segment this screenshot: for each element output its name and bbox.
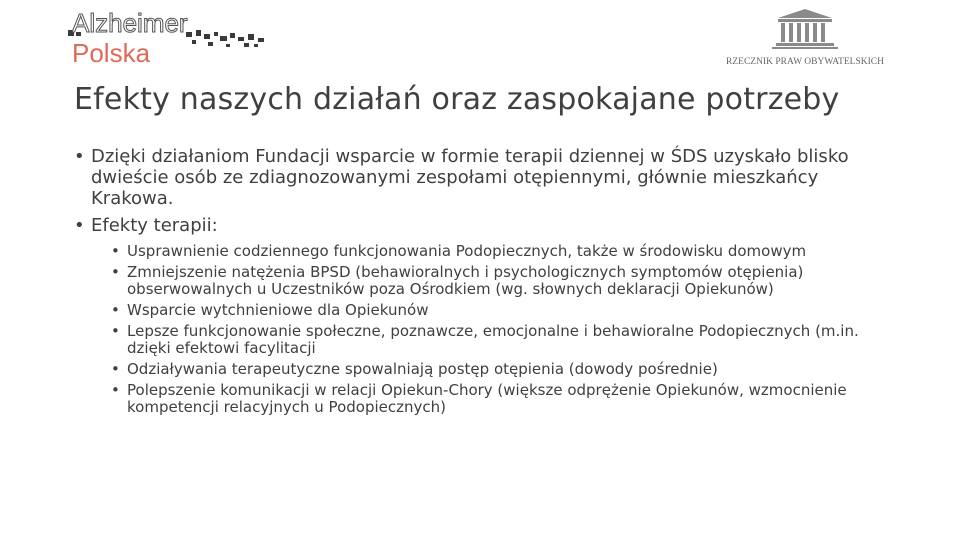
sub-bullet-item: [111, 302, 904, 319]
sub-bullet-text: Polepszenie komunikacji w relacji Opiekun-Chory (większe odprężenie Opiekunów, wzmocnienie kompetencji relacyjnych u Podopiecznych): [127, 381, 847, 416]
bullet-text: Efekty terapii:: [91, 215, 218, 236]
sub-bullet-text: Lepsze funkcjonowanie społeczne, poznawcze, emocjonalne i behawioralne Podopiecznych (m.in. dzięki efektowi facylitacji: [127, 322, 859, 357]
sub-bullet-item: [111, 323, 904, 357]
logo-polska-text: Polska: [72, 38, 151, 66]
sub-bullet-text: Usprawnienie codziennego funkcjonowania Podopiecznych, także w środowisku domowym: [127, 242, 807, 260]
sub-bullet-item: [111, 243, 904, 260]
sub-bullet-text: Zmniejszenie natężenia BPSD (behawioralnych i psychologicznych symptomów otępienia) obserwowalnych u Uczestników poza Ośrodkiem (wg. słownych deklaracji Opiekunów): [127, 263, 804, 298]
sub-bullet-list: [111, 243, 904, 416]
bullet-item: [74, 146, 904, 209]
main-bullet-list: [74, 146, 904, 416]
slide-content: [74, 146, 904, 422]
sub-bullet-item: [111, 264, 904, 298]
logo-caption: RZECZNIK PRAW OBYWATELSKICH: [726, 57, 884, 67]
rzecznik-praw-obywatelskich-logo: [720, 6, 890, 68]
bullet-item: [74, 215, 904, 416]
logo-alzheimer-text: Alzheimer: [72, 8, 188, 38]
sub-bullet-text: Odziaływania terapeutyczne spowalniają postęp otępienia (dowody pośrednie): [127, 360, 718, 378]
bullet-text: Dzięki działaniom Fundacji wsparcie w formie terapii dziennej w ŚDS uzyskało blisko dwieście osób ze zdiagnozowanymi zespołami otępiennymi, głównie mieszkańcy Krakowa.: [91, 146, 849, 209]
sub-bullet-item: [111, 382, 904, 416]
sub-bullet-item: [111, 361, 904, 378]
sub-bullet-text: Wsparcie wytchnieniowe dla Opiekunów: [127, 301, 429, 319]
alzheimer-polska-logo: [68, 8, 268, 66]
slide-title: Efekty naszych działań oraz zaspokajane potrzeby: [74, 82, 840, 117]
